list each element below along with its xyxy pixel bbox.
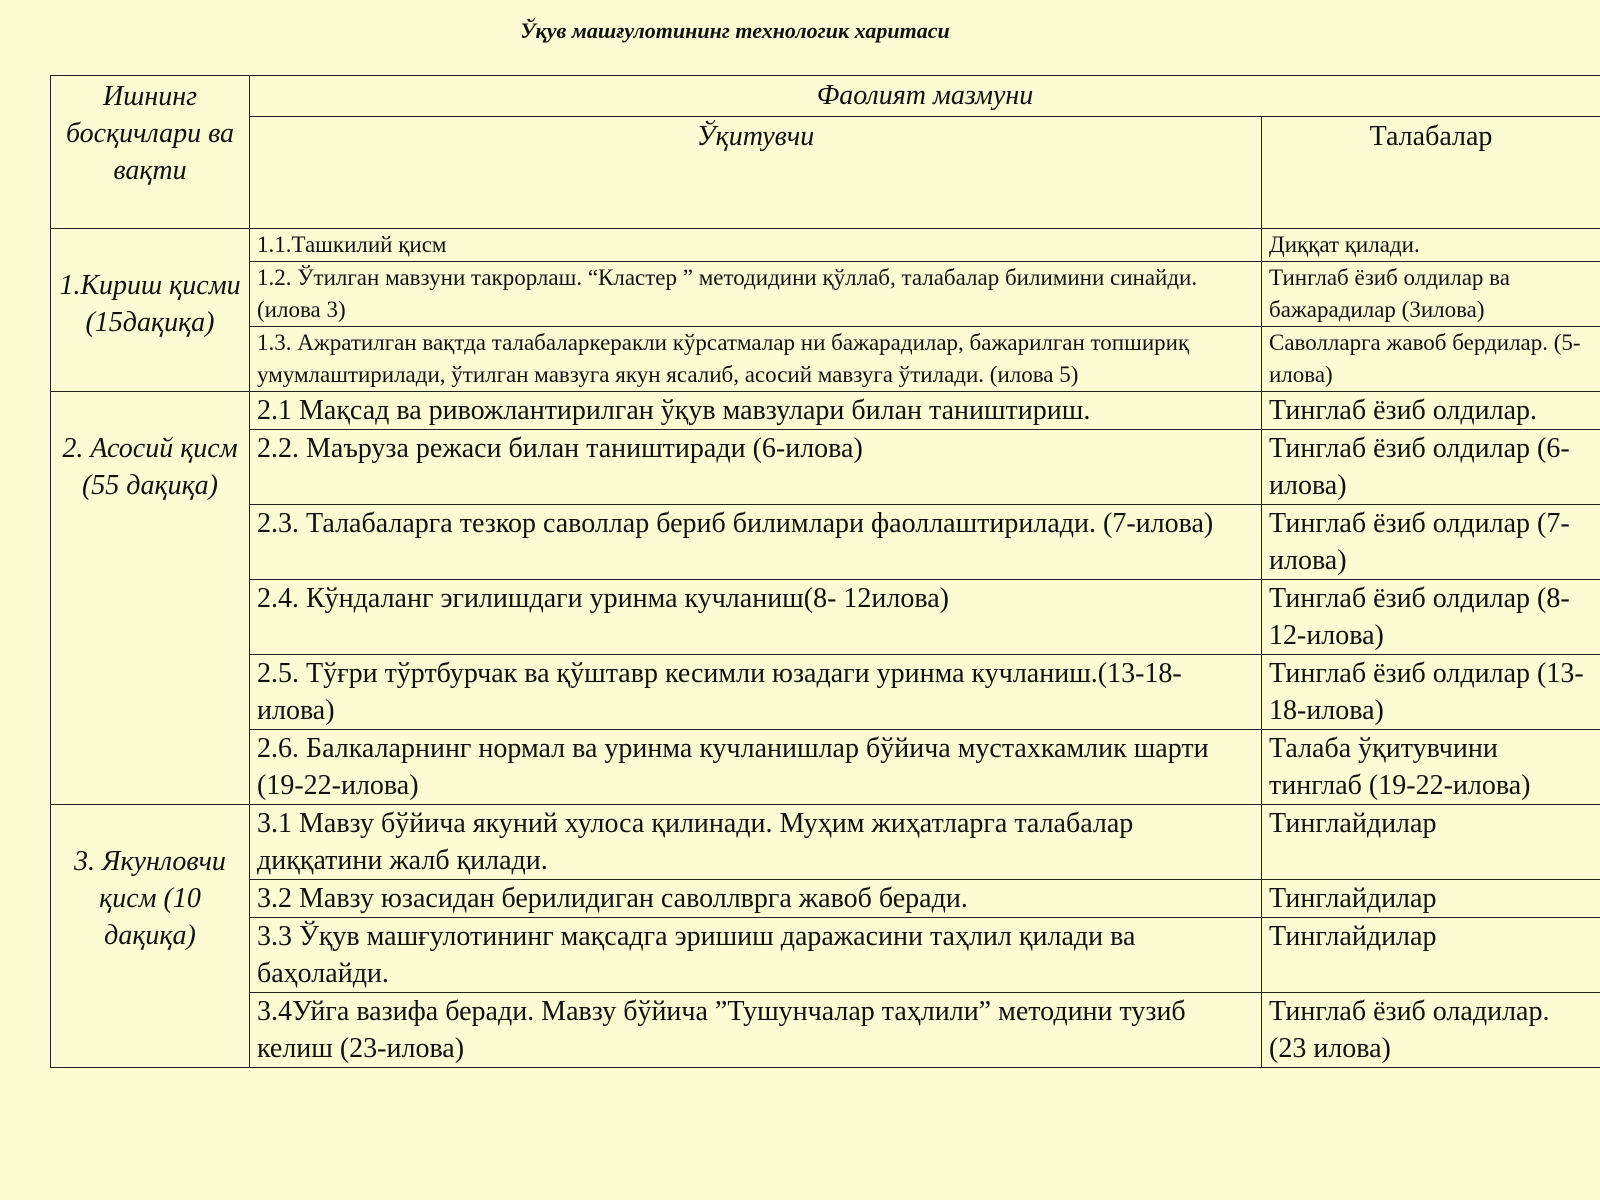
students-column-header: Талабалар <box>1262 117 1600 229</box>
student-activity-cell: Тинглайдилар <box>1262 880 1600 918</box>
table-row <box>51 430 1600 505</box>
table-row <box>51 580 1600 655</box>
stage-column-header: Ишнинг босқичлари ва вақти <box>51 76 250 229</box>
student-activity-cell: Тинглаб ёзиб олдилар. <box>1262 392 1600 430</box>
teacher-activity-cell: 3.4Уйга вазифа беради. Мавзу бўйича ”Тушунчалар таҳлили” методини тузиб келиш (23-илова) <box>250 993 1262 1068</box>
stage-cell-main: 2. Асосий қисм (55 дақиқа) <box>51 392 250 805</box>
stage-cell-intro: 1.Кириш қисми (15дақиқа) <box>51 229 250 392</box>
student-activity-cell: Тинглаб ёзиб оладилар. (23 илова) <box>1262 993 1600 1068</box>
student-activity-cell: Саволларга жавоб бердилар. (5-илова) <box>1262 327 1600 392</box>
teacher-activity-cell: 2.4. Кўндаланг эгилишдаги уринма кучланиш(8- 12илова) <box>250 580 1262 655</box>
technology-map-table <box>50 75 1600 1068</box>
table-row <box>51 392 1600 430</box>
student-activity-cell: Талаба ўқитувчини тинглаб (19-22-илова) <box>1262 730 1600 805</box>
table-row <box>51 805 1600 880</box>
document-title: Ўқув машғулотининг технологик харитаси <box>520 18 950 43</box>
table-row <box>51 730 1600 805</box>
student-activity-cell: Тинглаб ёзиб олдилар (7-илова) <box>1262 505 1600 580</box>
student-activity-cell: Тинглаб ёзиб олдилар ва бажарадилар (3илова) <box>1262 262 1600 327</box>
activity-content-header: Фаолият мазмуни <box>250 76 1600 117</box>
teacher-activity-cell: 3.1 Мавзу бўйича якуний хулоса қилинади. Муҳим жиҳатларга талабалар диққатини жалб қилади. <box>250 805 1262 880</box>
teacher-activity-cell: 1.1.Ташкилий қисм <box>250 229 1262 262</box>
teacher-activity-cell: 1.3. Ажратилган вақтда талабаларкеракли кўрсатмалар ни бажарадилар, бажарилган топшириқ умумлаштирилади, ўтилган мавзуга якун ясалиб, асосий мавзуга ўтилади. (илова 5) <box>250 327 1262 392</box>
header-row-1 <box>51 76 1600 117</box>
teacher-activity-cell: 3.3 Ўқув машғулотининг мақсадга эришиш даражасини таҳлил қилади ва баҳолайди. <box>250 918 1262 993</box>
teacher-activity-cell: 2.6. Балкаларнинг нормал ва уринма кучланишлар бўйича мустахкамлик шарти (19-22-илова) <box>250 730 1262 805</box>
table-row <box>51 505 1600 580</box>
table-row <box>51 262 1600 327</box>
teacher-activity-cell: 2.2. Маъруза режаси билан таништиради (6-илова) <box>250 430 1262 505</box>
student-activity-cell: Тинглайдилар <box>1262 805 1600 880</box>
stage-cell-final: 3. Якунловчи қисм (10 дақиқа) <box>51 805 250 1068</box>
teacher-activity-cell: 1.2. Ўтилган мавзуни такрорлаш. “Кластер ” методидини қўллаб, талабалар билимини синайди. (илова 3) <box>250 262 1262 327</box>
teacher-activity-cell: 2.5. Тўғри тўртбурчак ва қўштавр кесимли юзадаги уринма кучланиш.(13-18-илова) <box>250 655 1262 730</box>
table-row <box>51 880 1600 918</box>
student-activity-cell: Тинглайдилар <box>1262 918 1600 993</box>
teacher-activity-cell: 3.2 Мавзу юзасидан берилидиган саволлврга жавоб беради. <box>250 880 1262 918</box>
student-activity-cell: Диққат қилади. <box>1262 229 1600 262</box>
table-row <box>51 655 1600 730</box>
student-activity-cell: Тинглаб ёзиб олдилар (13-18-илова) <box>1262 655 1600 730</box>
student-activity-cell: Тинглаб ёзиб олдилар (8-12-илова) <box>1262 580 1600 655</box>
table-row <box>51 327 1600 392</box>
teacher-column-header: Ўқитувчи <box>250 117 1262 229</box>
header-row-2 <box>51 117 1600 229</box>
teacher-activity-cell: 2.3. Талабаларга тезкор саволлар бериб билимлари фаоллаштирилади. (7-илова) <box>250 505 1262 580</box>
table-row <box>51 918 1600 993</box>
teacher-activity-cell: 2.1 Мақсад ва ривожлантирилган ўқув мавзулари билан таништириш. <box>250 392 1262 430</box>
table-row <box>51 993 1600 1068</box>
table-row <box>51 229 1600 262</box>
student-activity-cell: Тинглаб ёзиб олдилар (6-илова) <box>1262 430 1600 505</box>
